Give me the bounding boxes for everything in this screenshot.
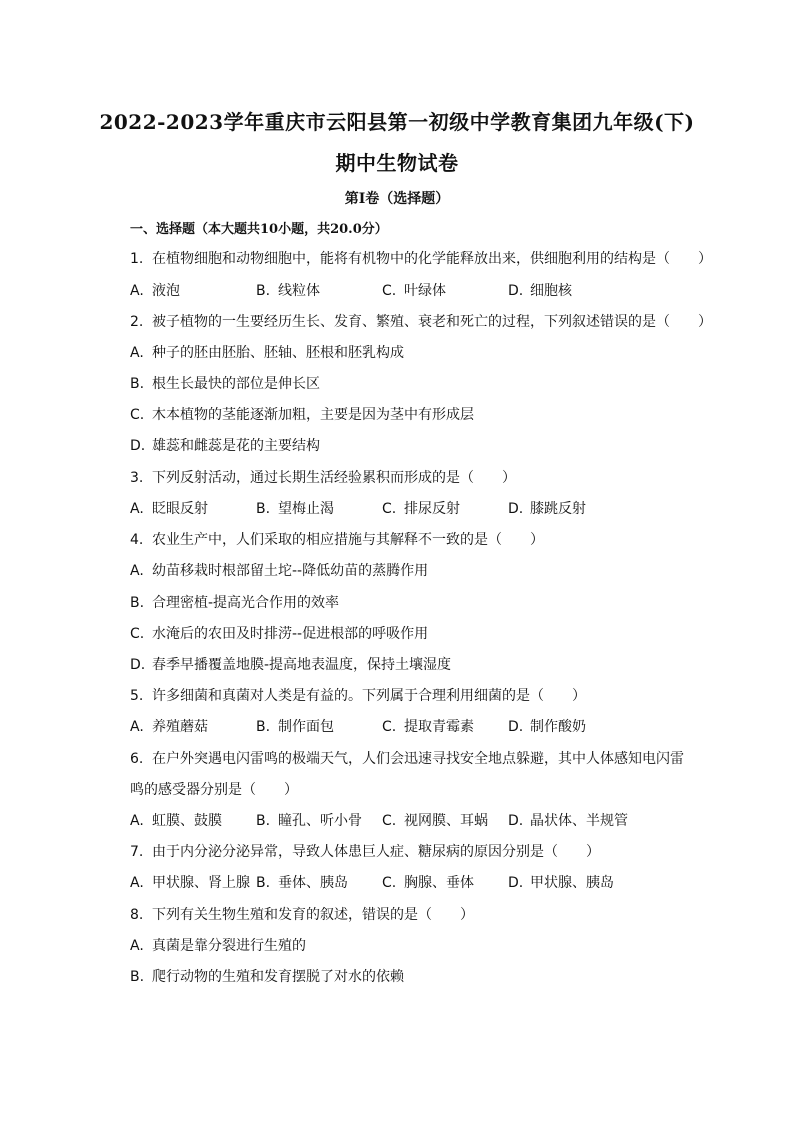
option-text: 膝跳反射	[530, 501, 586, 517]
question-text: 在植物细胞和动物细胞中，能将有机物中的化学能释放出来，供细胞利用的结构是（ ）	[152, 251, 712, 267]
option-text: 根生长最快的部位是伸长区	[152, 376, 320, 392]
option-letter: A.	[130, 283, 144, 299]
q1-option-c	[382, 280, 446, 300]
q6-option-b	[256, 810, 362, 830]
question-3-stem	[130, 467, 516, 487]
q3-option-a	[130, 498, 208, 518]
question-number: 7.	[130, 844, 144, 860]
q2-option-c	[130, 404, 474, 424]
option-text: 甲状腺、胰岛	[530, 875, 614, 891]
question-6-stem	[130, 748, 684, 768]
q1-option-d	[508, 280, 572, 300]
option-letter: C.	[382, 501, 397, 517]
option-text: 视网膜、耳蜗	[404, 813, 488, 829]
question-8-stem	[130, 904, 474, 924]
option-text: 制作面包	[278, 719, 334, 735]
q6-option-d	[508, 810, 628, 830]
option-text: 虹膜、鼓膜	[152, 813, 222, 829]
option-text: 细胞核	[530, 283, 572, 299]
q3-option-b	[256, 498, 334, 518]
option-letter: D.	[508, 501, 524, 517]
question-text: 下列有关生物生殖和发育的叙述，错误的是（ ）	[152, 907, 474, 923]
option-text: 眨眼反射	[152, 501, 208, 517]
q1-option-b	[256, 280, 320, 300]
question-5-stem	[130, 685, 586, 705]
option-letter: A.	[130, 938, 144, 954]
exam-title-line1: 2022-2023学年重庆市云阳县第一初级中学教育集团九年级(下)	[99, 110, 695, 134]
option-text: 种子的胚由胚胎、胚轴、胚根和胚乳构成	[152, 345, 404, 361]
q2-option-a	[130, 342, 404, 362]
option-letter: B.	[130, 595, 145, 611]
option-text: 爬行动物的生殖和发育摆脱了对水的依赖	[152, 969, 404, 985]
question-number: 3.	[130, 470, 144, 486]
option-letter: D.	[508, 283, 524, 299]
exam-title-line2: 期中生物试卷	[335, 151, 459, 175]
q8-option-a	[130, 935, 306, 955]
volume-heading: 第I卷（选择题）	[344, 191, 450, 207]
q8-option-b	[130, 966, 404, 986]
option-text: 养殖蘑菇	[152, 719, 208, 735]
question-7-stem	[130, 841, 600, 861]
q6-option-c	[382, 810, 488, 830]
question-text: 许多细菌和真菌对人类是有益的。下列属于合理利用细菌的是（ ）	[152, 688, 586, 704]
q7-option-b	[256, 872, 348, 892]
option-letter: D.	[130, 438, 146, 454]
option-text: 水淹后的农田及时排涝--促进根部的呼吸作用	[152, 626, 429, 642]
option-text: 春季早播覆盖地膜-提高地表温度，保持土壤湿度	[152, 657, 452, 673]
section-heading: 一、选择题（本大题共10小题，共20.0分）	[130, 222, 388, 237]
option-text: 木本植物的茎能逐渐加粗，主要是因为茎中有形成层	[152, 407, 474, 423]
q6-option-a	[130, 810, 222, 830]
option-text: 真菌是靠分裂进行生殖的	[152, 938, 306, 954]
q2-option-d	[130, 435, 320, 455]
option-letter: A.	[130, 563, 144, 579]
option-letter: B.	[256, 283, 271, 299]
option-letter: D.	[508, 875, 524, 891]
question-text: 农业生产中，人们采取的相应措施与其解释不一致的是（ ）	[152, 532, 544, 548]
option-text: 晶状体、半规管	[530, 813, 628, 829]
q4-option-b	[130, 592, 339, 612]
option-letter: B.	[130, 376, 145, 392]
option-text: 液泡	[152, 283, 180, 299]
option-text: 幼苗移栽时根部留土坨--降低幼苗的蒸腾作用	[152, 563, 429, 579]
option-letter: B.	[256, 719, 271, 735]
question-number: 5.	[130, 688, 144, 704]
q4-option-c	[130, 623, 428, 643]
option-letter: B.	[256, 501, 271, 517]
option-letter: A.	[130, 345, 144, 361]
question-number: 8.	[130, 907, 144, 923]
option-letter: D.	[508, 719, 524, 735]
question-1-stem	[130, 248, 712, 268]
question-text: 下列反射活动，通过长期生活经验累积而形成的是（ ）	[152, 470, 516, 486]
q2-option-b	[130, 373, 320, 393]
option-letter: B.	[256, 813, 271, 829]
option-letter: A.	[130, 875, 144, 891]
question-6-stem-cont: 鸣的感受器分别是（ ）	[130, 782, 298, 798]
option-letter: B.	[130, 969, 145, 985]
question-number: 4.	[130, 532, 144, 548]
option-letter: D.	[508, 813, 524, 829]
option-text: 瞳孔、听小骨	[278, 813, 362, 829]
question-4-stem	[130, 529, 544, 549]
option-letter: C.	[130, 407, 145, 423]
option-text: 垂体、胰岛	[278, 875, 348, 891]
option-letter: C.	[382, 813, 397, 829]
q7-option-c	[382, 872, 474, 892]
q3-option-c	[382, 498, 460, 518]
option-text: 合理密植-提高光合作用的效率	[152, 595, 340, 611]
question-text: 在户外突遇电闪雷鸣的极端天气，人们会迅速寻找安全地点躲避，其中人体感知电闪雷	[152, 751, 684, 767]
question-text: 由于内分泌分泌异常，导致人体患巨人症、糖尿病的原因分别是（ ）	[152, 844, 600, 860]
option-letter: B.	[256, 875, 271, 891]
option-letter: C.	[382, 283, 397, 299]
q4-option-d	[130, 654, 451, 674]
question-2-stem	[130, 311, 712, 331]
question-number: 6.	[130, 751, 144, 767]
option-letter: C.	[382, 875, 397, 891]
q3-option-d	[508, 498, 586, 518]
question-number: 1.	[130, 251, 144, 267]
option-text: 甲状腺、肾上腺	[152, 875, 250, 891]
q7-option-a	[130, 872, 250, 892]
option-text: 雄蕊和雌蕊是花的主要结构	[152, 438, 320, 454]
q1-option-a	[130, 280, 180, 300]
option-letter: A.	[130, 501, 144, 517]
q4-option-a	[130, 560, 428, 580]
option-letter: C.	[382, 719, 397, 735]
question-number: 2.	[130, 314, 144, 330]
option-text: 制作酸奶	[530, 719, 586, 735]
q5-option-b	[256, 716, 334, 736]
option-text: 望梅止渴	[278, 501, 334, 517]
question-text: 被子植物的一生要经历生长、发育、繁殖、衰老和死亡的过程，下列叙述错误的是（ ）	[152, 314, 712, 330]
option-letter: A.	[130, 719, 144, 735]
option-letter: A.	[130, 813, 144, 829]
q5-option-d	[508, 716, 586, 736]
option-letter: C.	[130, 626, 145, 642]
q5-option-c	[382, 716, 474, 736]
q7-option-d	[508, 872, 614, 892]
option-text: 叶绿体	[404, 283, 446, 299]
option-text: 排尿反射	[404, 501, 460, 517]
option-text: 线粒体	[278, 283, 320, 299]
q5-option-a	[130, 716, 208, 736]
option-text: 胸腺、垂体	[404, 875, 474, 891]
option-text: 提取青霉素	[404, 719, 474, 735]
option-letter: D.	[130, 657, 146, 673]
